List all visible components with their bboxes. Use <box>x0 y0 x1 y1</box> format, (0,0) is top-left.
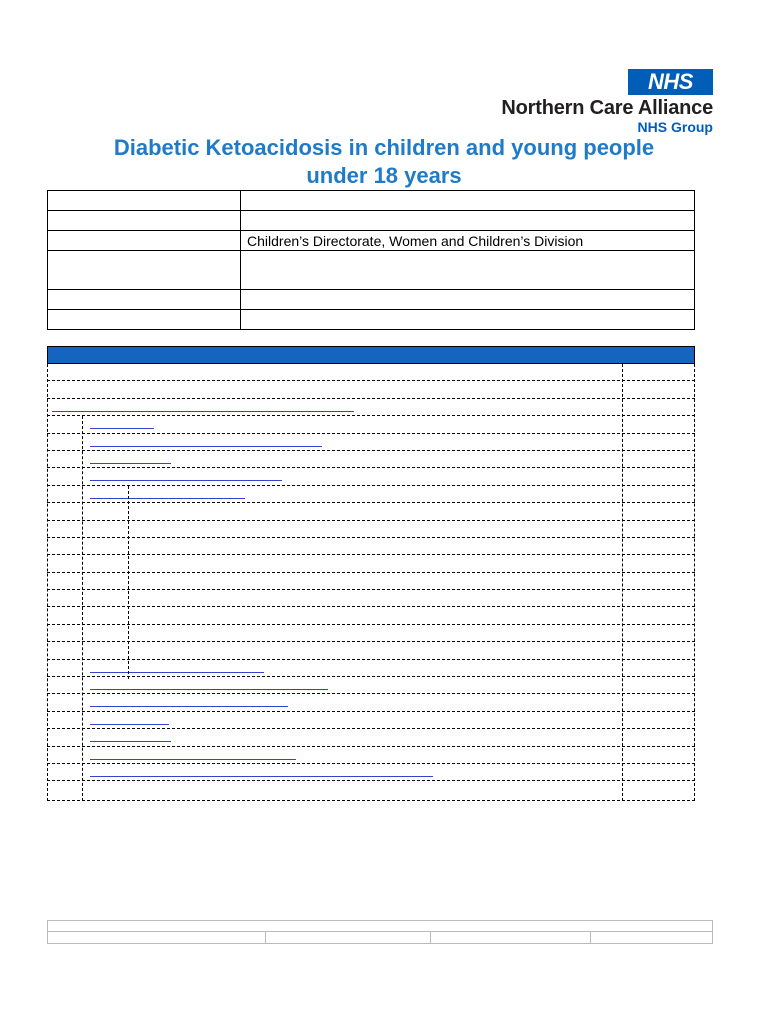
contents-row <box>47 381 695 398</box>
contents-link[interactable] <box>90 689 328 690</box>
contents-row[interactable] <box>47 729 695 746</box>
section-column-divider <box>82 416 83 801</box>
contents-row[interactable] <box>47 694 695 711</box>
info-key <box>48 251 241 290</box>
division-value: Children’s Directorate, Women and Children’s Division <box>241 231 695 251</box>
contents-row <box>47 538 695 555</box>
contents-row[interactable] <box>47 399 695 416</box>
document-info-table <box>47 190 695 330</box>
organisation-name: Northern Care Alliance <box>501 97 713 119</box>
page-column-divider <box>622 364 623 801</box>
organisation-group: NHS Group <box>637 119 713 135</box>
contents-row <box>47 503 695 520</box>
contents-link[interactable] <box>90 759 296 760</box>
info-value <box>241 211 695 231</box>
contents-row[interactable] <box>47 416 695 433</box>
contents-row <box>47 625 695 642</box>
contents-link[interactable] <box>90 724 169 725</box>
contents-row[interactable] <box>47 434 695 451</box>
contents-link[interactable] <box>90 672 264 673</box>
info-row <box>48 290 695 310</box>
contents-row <box>47 573 695 590</box>
document-title-line-2: under 18 years <box>306 163 462 188</box>
nhs-logo <box>628 69 713 95</box>
info-key <box>48 290 241 310</box>
contents-rows <box>47 364 695 781</box>
contents-row[interactable] <box>47 451 695 468</box>
contents-link[interactable] <box>90 776 433 777</box>
contents-link[interactable] <box>90 498 245 499</box>
contents-header <box>47 346 695 364</box>
contents-link[interactable] <box>52 411 354 412</box>
info-row <box>48 231 695 251</box>
info-row <box>48 211 695 231</box>
contents-row <box>47 607 695 624</box>
contents-link[interactable] <box>90 446 322 447</box>
contents-row[interactable] <box>47 660 695 677</box>
footer-cell-divider <box>265 932 266 944</box>
subsection-column-divider <box>128 486 129 679</box>
footer-cell-divider <box>590 932 591 944</box>
info-value <box>241 251 695 290</box>
contents-link[interactable] <box>90 463 171 464</box>
document-title-line-1: Diabetic Ketoacidosis in children and young people <box>113 135 655 160</box>
contents-link[interactable] <box>90 428 154 429</box>
footer-table-row <box>47 920 713 932</box>
contents-row[interactable] <box>47 712 695 729</box>
contents-link[interactable] <box>90 480 282 481</box>
contents-row[interactable] <box>47 747 695 764</box>
footer-cell-divider <box>430 932 431 944</box>
info-value <box>241 191 695 211</box>
info-key <box>48 231 241 251</box>
contents-row <box>47 521 695 538</box>
footer-table-row <box>47 932 713 944</box>
info-value <box>241 290 695 310</box>
contents-row <box>47 642 695 659</box>
contents-row[interactable] <box>47 486 695 503</box>
contents-link[interactable] <box>90 706 288 707</box>
contents-row <box>47 590 695 607</box>
contents-row[interactable] <box>47 764 695 781</box>
contents-row[interactable] <box>47 468 695 485</box>
info-row <box>48 251 695 290</box>
contents-row[interactable] <box>47 677 695 694</box>
info-row <box>48 191 695 211</box>
info-value <box>241 310 695 330</box>
nhs-logo-text: NHS <box>648 69 693 94</box>
contents-row <box>47 555 695 572</box>
contents-link[interactable] <box>90 741 171 742</box>
contents-row <box>47 364 695 381</box>
info-row <box>48 310 695 330</box>
info-key <box>48 211 241 231</box>
info-key <box>48 191 241 211</box>
info-key <box>48 310 241 330</box>
